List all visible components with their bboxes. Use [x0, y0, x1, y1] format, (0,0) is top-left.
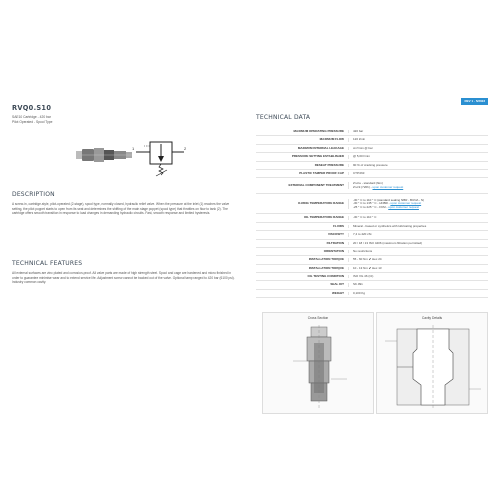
spec-value: [348, 199, 488, 209]
spec-value-line: -30 ° C to 135 ° C - HNBR - upon customer request: [353, 201, 422, 206]
spec-value: @ 5,00 l/min: [348, 155, 488, 158]
product-subtitle-2: Pilot Operated - Spool Type: [12, 120, 53, 124]
cavity-details-image: [377, 319, 489, 415]
spec-label: INSTALLATION TORQUE: [308, 257, 344, 262]
description-title: DESCRIPTION: [12, 191, 55, 198]
table-row: [256, 153, 488, 161]
table-row: [256, 223, 488, 231]
features-title: TECHNICAL FEATURES: [12, 260, 83, 267]
spec-value: No restrictions: [348, 250, 488, 253]
spec-label: FLUIDS: [333, 223, 344, 228]
table-row: [256, 265, 488, 273]
spec-value: -30 ° C to 110 ° C: [348, 216, 488, 219]
spec-value: CTP.063: [348, 172, 488, 175]
spec-value: 20 / 18 / 13 ISO 4406 (maximum filtration permitted): [348, 242, 488, 245]
port-1-label: 1: [132, 146, 135, 151]
customer-request-link[interactable]: upon customer request: [388, 204, 419, 209]
technical-data-table: [256, 128, 488, 298]
technical-data-title: TECHNICAL DATA: [256, 114, 311, 121]
customer-request-link[interactable]: upon customer request: [390, 201, 422, 206]
table-row: [256, 273, 488, 281]
spec-value: 120 l/min: [348, 138, 488, 141]
table-row: [256, 170, 488, 178]
spec-value-line: -30 ° C to 110 ° C (standard sealing NBR - BUNA - N): [353, 197, 425, 202]
spec-value: SK.091: [348, 283, 488, 286]
product-code: RVQ0.S10: [12, 104, 52, 112]
spec-value: 7,4 to 420 cSt: [348, 233, 488, 236]
spec-value: 420 bar: [348, 130, 488, 133]
table-row: [256, 256, 488, 264]
table-row: [256, 162, 488, 170]
spec-value: 90 % of cracking pressure: [348, 164, 488, 167]
description-text: A screw-in, cartridge-style, pilot-operated (2-stage), spool type, normally closed, hydraulic relief valve. When the pressure at the inlet (1) reaches the valve setting, the pilot poppet starts to open from its seat and determines the shifting of the main stage poppet (spool type) that throttles on flow to tank (2). The cartridge offers smooth transition in response to load changes in demanding hydraulic circuits. Fast, smooth response and limited hysteresis.: [12, 202, 230, 216]
spec-label: OIL TESTING CONDITION: [307, 274, 344, 279]
spec-label: EXTERNAL COMPONENT TREATMENT: [288, 183, 344, 188]
features-text: All external surfaces are zinc plated and corrosion-proof. All valve parts are made of high strength steel. Spool and cage are hardened and micro finished in order to guarantee minimise wear and to extend service life. Adjustment screw cannot be backed out of the valve. Optional tamp ranged to 420 bar (6100 psi). Industry common cavity.: [12, 271, 235, 285]
table-row: [256, 231, 488, 239]
spec-label: MAXIMUM FLOW: [319, 137, 344, 142]
table-row: [256, 240, 488, 248]
spec-label: INSTALLATION TORQUE: [308, 265, 344, 270]
customer-request-link[interactable]: upon customer request: [372, 184, 404, 189]
spec-label: MAXIMUM INTERNAL LEAKAGE: [297, 145, 344, 150]
cross-section-image: [263, 319, 375, 415]
spec-value: [348, 182, 488, 189]
spec-label: VISCOSITY: [327, 232, 344, 237]
spec-label: O-RING TEMPERATURE RANGE: [298, 201, 344, 206]
cavity-details-title: Cavity Details: [421, 316, 443, 320]
spec-value: 55 - 60 Nm ⬈ Hex 24: [348, 258, 488, 261]
spec-label: RESEAT PRESSURE: [314, 162, 344, 167]
table-row: [256, 178, 488, 194]
table-row: [256, 128, 488, 136]
spec-value: Mineral - based or synthetics with lubricating properties: [348, 225, 488, 228]
table-row: [256, 145, 488, 153]
cartridge-valve-image: [74, 136, 136, 174]
table-row: [256, 214, 488, 222]
spec-label: PLASTIC TAMPER PROOF CAP: [299, 170, 344, 175]
spec-value: ISO VG 46 (Ct): [348, 275, 488, 278]
cross-section-title: Cross Section: [307, 316, 329, 320]
table-row: [256, 281, 488, 289]
table-row: [256, 248, 488, 256]
cross-section-drawing: [262, 312, 374, 414]
spec-label: OIL TEMPERATURE RANGE: [303, 215, 344, 220]
spec-label: MAXIMUM OPERATING PRESSURE: [293, 128, 344, 133]
revision-badge: REV 1 - 5/2023: [461, 98, 488, 105]
spec-value-line: -25 ° C to 225 ° C - FKM - upon customer request: [353, 204, 419, 209]
spec-label: PRESSURE SETTING ESTABLISHED: [291, 154, 344, 159]
spec-label: SEAL KIT: [330, 282, 344, 287]
cavity-details-drawing: [376, 312, 488, 414]
spec-label: FILTRATION: [326, 240, 344, 245]
spec-label: ORIENTATION: [323, 248, 344, 253]
table-row: [256, 136, 488, 144]
port-2-label: 2: [184, 146, 187, 151]
spec-label: WEIGHT: [332, 290, 344, 295]
spec-value-line: Zn-Ni (720h) - upon customer request: [353, 184, 404, 189]
spec-value: 10 - 13 Nm ⬈ Hex 13: [348, 267, 488, 270]
table-row: [256, 290, 488, 298]
spec-value-line: Zn-Fe - standard (fkm): [353, 181, 384, 186]
product-subtitle-1: SAE10 Cartridge - 420 bar: [12, 115, 51, 119]
hydraulic-symbol: [134, 136, 188, 180]
table-row: [256, 194, 488, 214]
spec-value: cm³/min @ bar: [348, 147, 488, 150]
spec-value: 0,100 Kg: [348, 292, 488, 295]
